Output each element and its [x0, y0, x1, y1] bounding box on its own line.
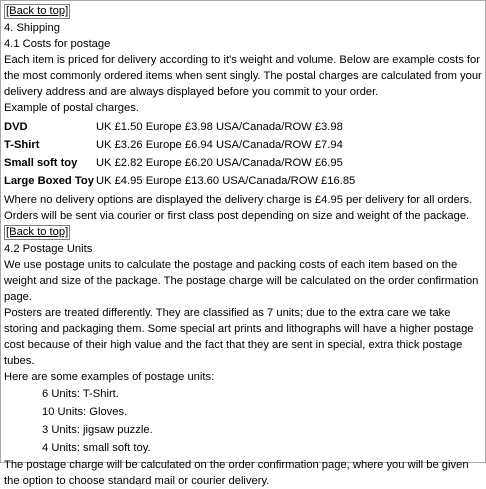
postage-units-intro-text: We use postage units to calculate the postage and packing costs of each item based on the weight and size of the package. The postage charge will be calculated on the order confirmation page.: [4, 259, 479, 303]
table-row: [4, 172, 355, 190]
example-charges-label: Example of postal charges.: [4, 102, 139, 114]
list-item: 4 Units: small soft toy.: [42, 442, 151, 454]
rate-charges: UK £2.82 Europe £6.20 USA/Canada/ROW £6.95: [95, 157, 343, 169]
rate-charges: UK £1.50 Europe £3.98 USA/Canada/ROW £3.98: [95, 121, 343, 133]
postal-charges-table: [4, 118, 355, 190]
rate-item: Small soft toy: [4, 157, 78, 169]
rate-item: DVD: [4, 121, 28, 133]
rate-charges: UK £3.26 Europe £6.94 USA/Canada/ROW £7.94: [95, 139, 343, 151]
posters-text: Posters are treated differently. They are classified as 7 units; due to the extra care we take storing and packaging them. Some special art prints and lithographs will have a higher postage cost because of their high value and the fact that they are sent in special, extra thick postage tubes.: [4, 307, 474, 367]
examples-label: Here are some examples of postage units:: [4, 371, 215, 383]
table-row: [4, 154, 355, 172]
table-row: [4, 118, 355, 136]
rate-item: Large Boxed Toy: [4, 175, 94, 187]
table-row: [4, 136, 355, 154]
rate-item: T-Shirt: [4, 139, 40, 151]
faq-content: [4, 3, 482, 489]
shipping-intro-text: Each item is priced for delivery according to it's weight and volume. Below are example costs for the most commonly ordered items when sent singly. The postal charges are calculated from your delivery address and are always displayed before you commit to your order.: [4, 54, 482, 98]
list-item: 3 Units: jigsaw puzzle.: [42, 424, 153, 436]
back-to-top-link[interactable]: [Back to top]: [6, 5, 69, 17]
back-to-top-link[interactable]: [Back to top]: [6, 226, 69, 238]
section-heading: 4. Shipping: [4, 22, 60, 34]
list-item: 10 Units: Gloves.: [42, 406, 128, 418]
subsection-heading: 4.2 Postage Units: [4, 243, 93, 255]
subsection-heading: 4.1 Costs for postage: [4, 38, 111, 50]
closing-text: The postage charge will be calculated on the order confirmation page, where you will be given the option to choose standard mail or courier delivery.: [4, 459, 469, 487]
postage-unit-examples-list: [4, 385, 482, 457]
rate-charges: UK £4.95 Europe £13.60 USA/Canada/ROW £16.85: [95, 175, 356, 187]
delivery-note-text: Where no delivery options are displayed the delivery charge is £4.95 per delivery for all orders. Orders will be sent via courier or first class post depending on size and weight of the package.: [4, 194, 473, 222]
list-item: 6 Units: T-Shirt.: [42, 388, 119, 400]
